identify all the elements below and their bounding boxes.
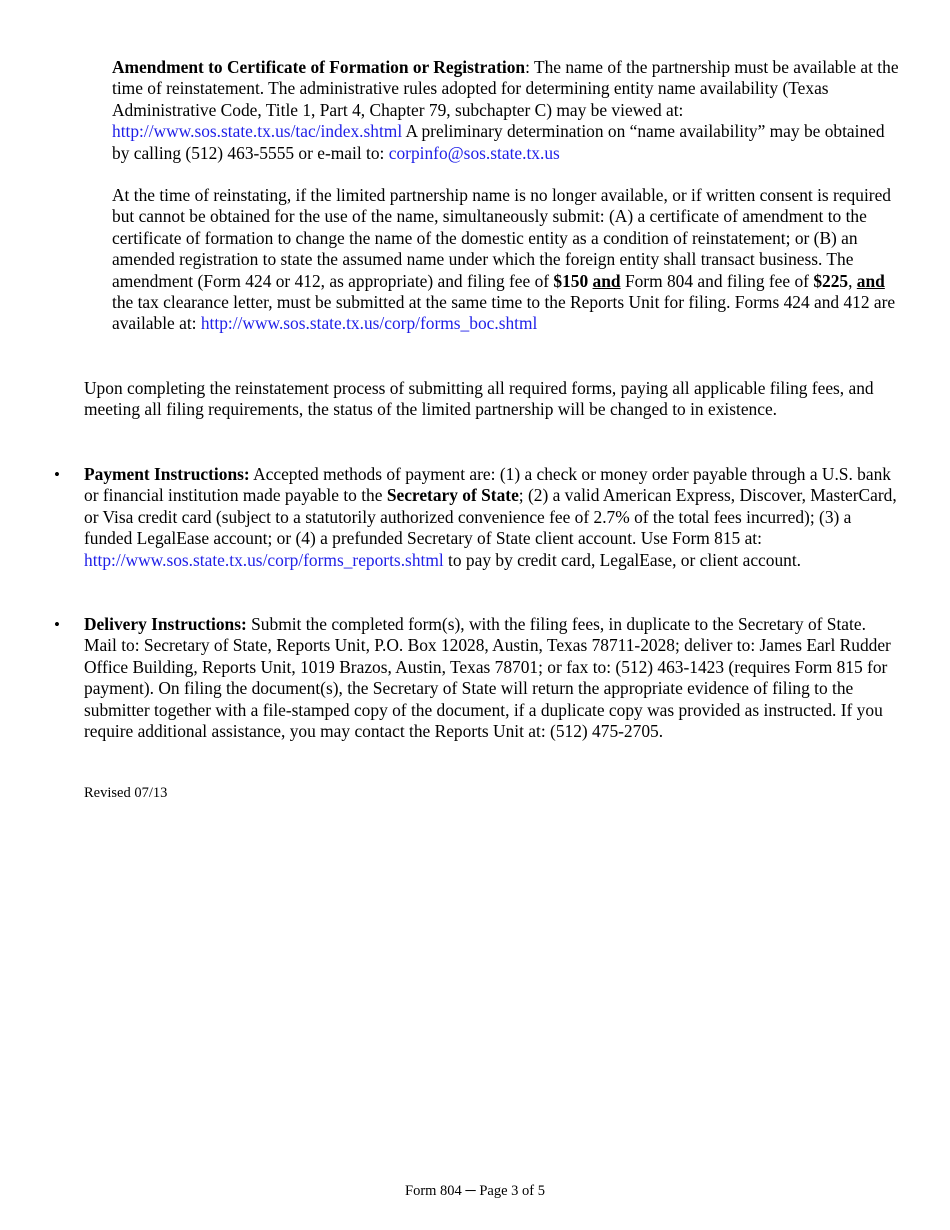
forms-reports-link[interactable]: http://www.sos.state.tx.us/corp/forms_reports.shtml — [84, 549, 444, 570]
reinstating-text-3: the tax clearance letter, must be submitted at the same time to the Reports Unit for filing. Forms 424 and 412 are available at: — [112, 292, 896, 334]
reinstating-text-1: At the time of reinstating, if the limited partnership name is no longer available, or if written consent is required but cannot be obtained for the use of the name, simultaneously submit: (A) a certificate of amendment to the certificate of formation to change the name of the domestic entity as a condition of reinstatement; or (B) an amended registration to state the assumed name under which the foreign entity shall transact business. The amendment (Form 424 or 412, as appropriate) and filing fee of — [112, 185, 891, 291]
bullet-icon: • — [54, 615, 60, 634]
and-emphasis-2: and — [856, 270, 885, 291]
amendment-text-2: A preliminary determination on “name availability” may be obtained by calling (512) 463-5555 or e-mail to: — [112, 121, 885, 163]
revision-date: Revised 07/13 — [84, 785, 168, 801]
delivery-instructions-item — [54, 614, 899, 742]
email-link[interactable]: corpinfo@sos.state.tx.us — [388, 142, 560, 163]
and-emphasis-1: and — [592, 270, 621, 291]
delivery-heading: Delivery Instructions: — [84, 614, 247, 634]
completion-paragraph: Upon completing the reinstatement process of submitting all required forms, paying all applicable filing fees, and meeting all filing requirements, the status of the limited partnership will be changed to in existence. — [84, 378, 874, 420]
secretary-of-state-emphasis: Secretary of State — [386, 485, 519, 506]
page-footer: Form 804 ─ Page 3 of 5 — [405, 1183, 545, 1199]
amendment-heading: Amendment to Certificate of Formation or Registration — [112, 57, 526, 77]
amendment-paragraph — [112, 57, 902, 164]
payment-instructions-item — [54, 464, 899, 571]
payment-text-1: Accepted methods of payment are: (1) a check or money order payable through a U.S. bank or financial institution made payable to the — [84, 464, 891, 506]
delivery-text: Submit the completed form(s), with the filing fees, in duplicate to the Secretary of State. Mail to: Secretary of State, Reports Unit, P.O. Box 12028, Austin, Texas 78711-2028; deliver to: James Earl Rudder Office Building, Reports Unit, 1019 Brazos, Austin, Texas 78701; or fax to: (512) 463-1423 (requires Form 815 for payment). On filing the document(s), the Secretary of State will return the appropriate evidence of filing to the submitter together with a file-stamped copy of the document, if a duplicate copy was provided as instructed. If you require additional assistance, you may contact the Reports Unit at: (512) 475-2705. — [84, 614, 891, 742]
tac-link[interactable]: http://www.sos.state.tx.us/tac/index.shtml — [112, 121, 403, 142]
reinstating-text-2: Form 804 and filing fee of — [620, 270, 814, 291]
bullet-icon: • — [54, 465, 60, 484]
reinstating-paragraph — [112, 185, 902, 335]
forms-boc-link[interactable]: http://www.sos.state.tx.us/corp/forms_boc.shtml — [200, 313, 538, 334]
fee-150: $150 — [553, 270, 589, 291]
payment-heading: Payment Instructions: — [84, 464, 250, 484]
amendment-text-1: : The name of the partnership must be available at the time of reinstatement. The administrative rules adopted for determining entity name availability (Texas Administrative Code, Title 1, Part 4, Chapter 79, subchapter C) may be viewed at: — [112, 57, 899, 120]
reinstating-comma: , — [848, 270, 857, 291]
payment-text-3: to pay by credit card, LegalEase, or client account. — [443, 549, 802, 570]
fee-225: $225 — [813, 270, 849, 291]
payment-text-2: ; (2) a valid American Express, Discover, MasterCard, or Visa credit card (subject to a statutorily authorized convenience fee of 2.7% of the total fees incurred); (3) a funded LegalEase account; or (4) a prefunded Secretary of State client account. Use Form 815 at: — [84, 485, 897, 549]
